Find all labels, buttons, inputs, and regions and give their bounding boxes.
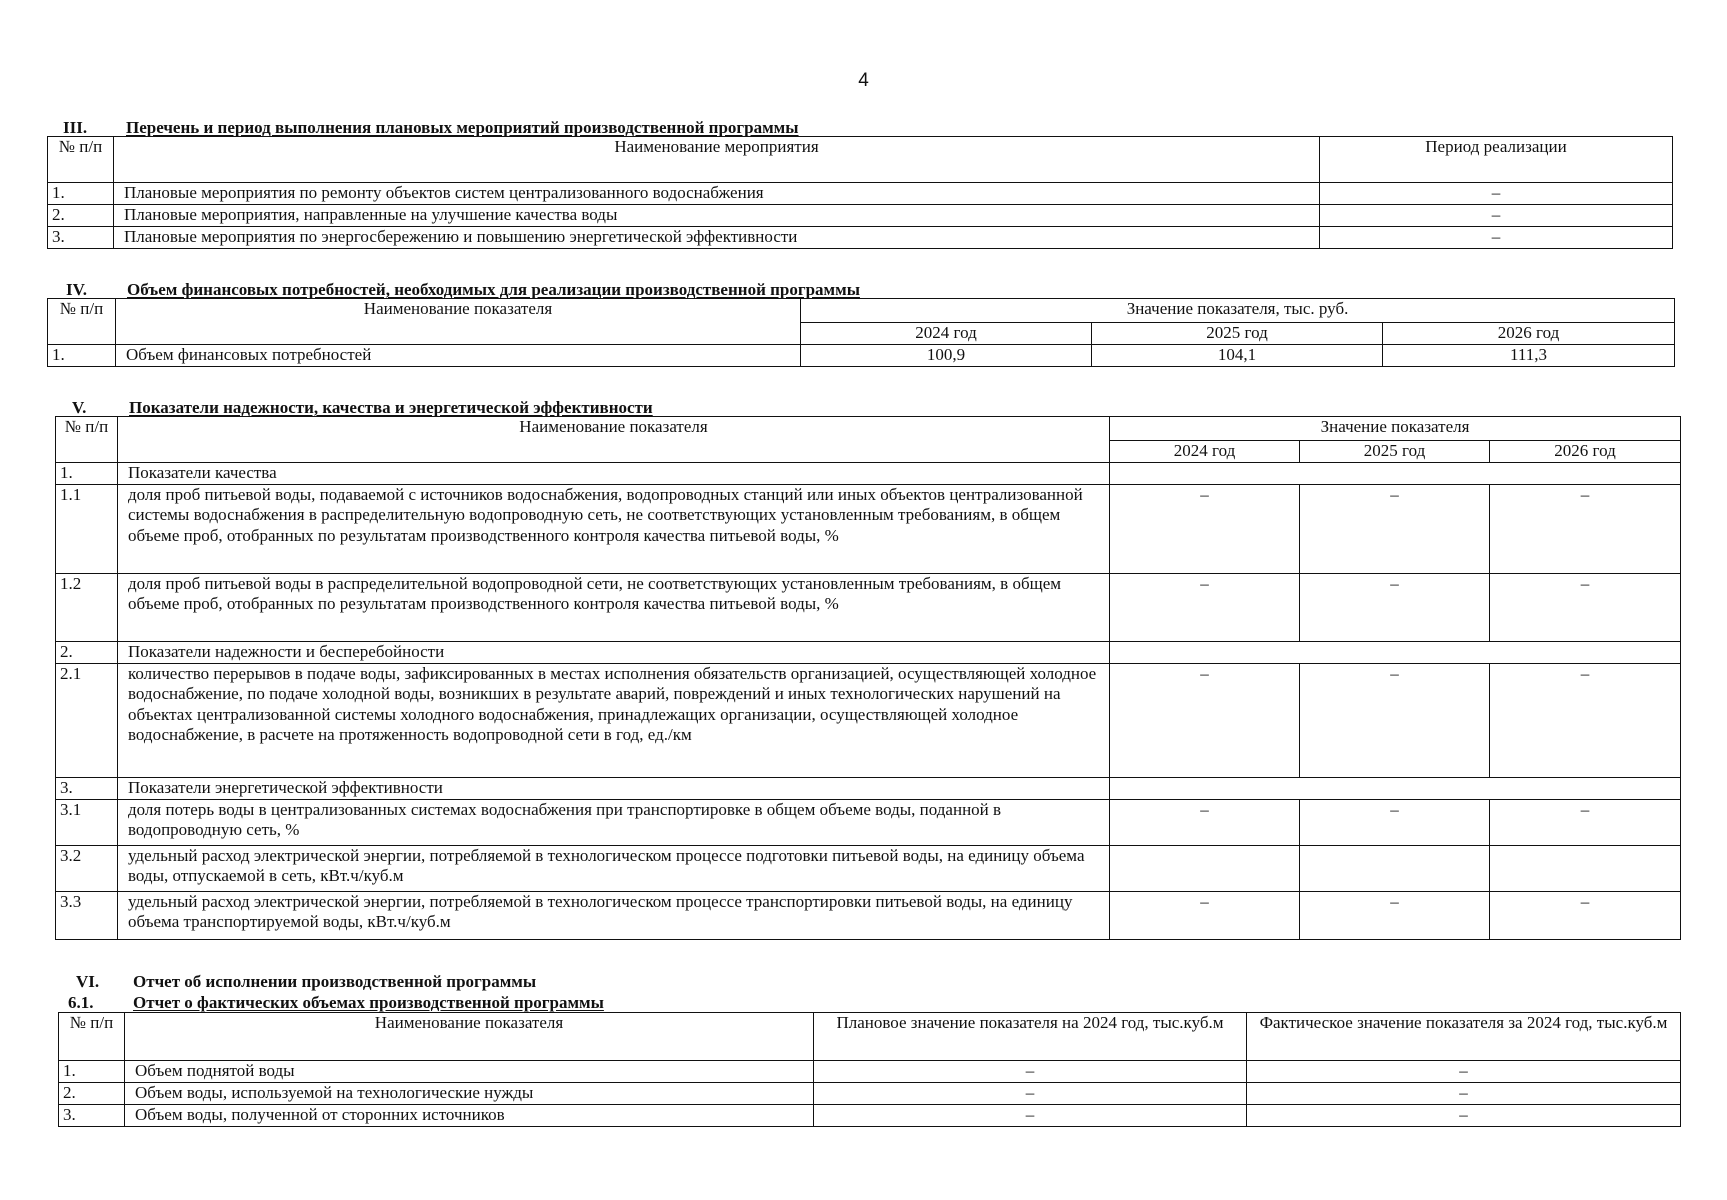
row-number: 3. (48, 227, 114, 249)
table-header-row (48, 137, 1673, 183)
table-row (56, 846, 1681, 892)
actual-value: – (1247, 1105, 1681, 1127)
row-name: Показатели энергетической эффективности (118, 778, 1110, 800)
row-name: Объем финансовых потребностей (116, 345, 801, 367)
col-header-year-2025: 2025 год (1300, 441, 1490, 463)
table-row (56, 485, 1681, 574)
table-header-row (56, 417, 1681, 441)
section-6-1-heading: Отчет о фактических объемах производственной программы (133, 993, 604, 1012)
value-2024: 100,9 (801, 345, 1092, 367)
indicators-table (55, 416, 1681, 940)
table-row (48, 205, 1673, 227)
row-number: 1.1 (56, 485, 118, 574)
row-name: количество перерывов в подаче воды, зафиксированных в местах исполнения обязательств организацией, осуществляющей холодное водоснабжение, по подаче холодной воды, возникших в результате аварий, повреждений и иных технологических нарушений на объектах централизованной системы холодного водоснабжения, принадлежащих организации, осуществляющей холодное водоснабжение, в расчете на протяженность водопроводной сети в год, ед./км (118, 664, 1110, 778)
row-number: 1. (56, 463, 118, 485)
table-header-row (59, 1013, 1681, 1061)
row-period: – (1320, 227, 1673, 249)
row-number: 3.1 (56, 800, 118, 846)
row-number: 3.2 (56, 846, 118, 892)
table-row (48, 183, 1673, 205)
value-2024: – (1110, 664, 1300, 778)
table-row (56, 574, 1681, 642)
section-6-1-title (68, 993, 604, 1013)
empty-value-cell (1110, 778, 1681, 800)
empty-value-cell (1110, 463, 1681, 485)
group-row (56, 778, 1681, 800)
section-4-number: IV. (66, 280, 87, 299)
row-number: 1. (59, 1061, 125, 1083)
table-row (48, 227, 1673, 249)
section-3-number: III. (63, 118, 88, 137)
value-2026: – (1490, 664, 1681, 778)
row-name: Плановые мероприятия по ремонту объектов систем централизованного водоснабжения (114, 183, 1320, 205)
table-row (59, 1083, 1681, 1105)
value-2024 (1110, 846, 1300, 892)
row-period: – (1320, 183, 1673, 205)
actual-volumes-table (58, 1012, 1681, 1127)
page-number: 4 (858, 70, 869, 91)
value-2025: – (1300, 664, 1490, 778)
col-header-value: Значение показателя (1110, 417, 1681, 441)
table-row (56, 800, 1681, 846)
col-header-number: № п/п (56, 417, 118, 463)
section-5-heading: Показатели надежности, качества и энергетической эффективности (129, 398, 653, 417)
row-name: Показатели качества (118, 463, 1110, 485)
value-2024: – (1110, 892, 1300, 940)
row-number: 3. (59, 1105, 125, 1127)
value-2025: – (1300, 892, 1490, 940)
row-name: доля проб питьевой воды в распределительной водопроводной сети, не соответствующих установленным требованиям, в общем объеме проб, отобранных по результатам производственного контроля качества питьевой воды, % (118, 574, 1110, 642)
value-2026 (1490, 846, 1681, 892)
value-2025: – (1300, 800, 1490, 846)
col-header-indicator-name: Наименование показателя (118, 417, 1110, 463)
table-row (48, 345, 1675, 367)
group-row (56, 463, 1681, 485)
row-name: удельный расход электрической энергии, потребляемой в технологическом процессе транспортировки питьевой воды, на единицу объема транспортируемой воды, кВт.ч/куб.м (118, 892, 1110, 940)
row-number: 1. (48, 345, 116, 367)
row-name: доля проб питьевой воды, подаваемой с источников водоснабжения, водопроводных станций или иных объектов централизованной системы водоснабжения в распределительную водопроводную сеть, не соответствующих установленным требованиям, в общем объеме проб, отобранных по результатам производственного контроля качества питьевой воды, % (118, 485, 1110, 574)
col-header-period: Период реализации (1320, 137, 1673, 183)
col-header-indicator-name: Наименование показателя (116, 299, 801, 345)
col-header-activity-name: Наименование мероприятия (114, 137, 1320, 183)
row-number: 1.2 (56, 574, 118, 642)
actual-value: – (1247, 1083, 1681, 1105)
table-row (56, 664, 1681, 778)
row-period: – (1320, 205, 1673, 227)
col-header-value: Значение показателя, тыс. руб. (801, 299, 1675, 323)
actual-value: – (1247, 1061, 1681, 1083)
col-header-year-2025: 2025 год (1092, 323, 1383, 345)
empty-value-cell (1110, 642, 1681, 664)
col-header-year-2024: 2024 год (1110, 441, 1300, 463)
col-header-number: № п/п (48, 137, 114, 183)
table-header-row (48, 299, 1675, 323)
value-2024: – (1110, 800, 1300, 846)
section-6-number: VI. (76, 972, 100, 991)
row-number: 3. (56, 778, 118, 800)
value-2024: – (1110, 574, 1300, 642)
row-number: 1. (48, 183, 114, 205)
row-number: 2. (59, 1083, 125, 1105)
value-2025 (1300, 846, 1490, 892)
section-3-heading: Перечень и период выполнения плановых мероприятий производственной программы (126, 118, 799, 137)
row-name: Объем воды, используемой на технологические нужды (125, 1083, 814, 1105)
value-2026: – (1490, 800, 1681, 846)
row-number: 2. (48, 205, 114, 227)
value-2026: – (1490, 892, 1681, 940)
planned-value: – (814, 1061, 1247, 1083)
section-6-title (76, 972, 536, 992)
value-2026: – (1490, 574, 1681, 642)
table-row (56, 892, 1681, 940)
row-name: Показатели надежности и бесперебойности (118, 642, 1110, 664)
col-header-year-2026: 2026 год (1490, 441, 1681, 463)
col-header-number: № п/п (48, 299, 116, 345)
financial-needs-table (47, 298, 1675, 367)
row-name: удельный расход электрической энергии, потребляемой в технологическом процессе подготовки питьевой воды, на единицу объема воды, отпускаемой в сеть, кВт.ч/куб.м (118, 846, 1110, 892)
planned-activities-table (47, 136, 1673, 249)
col-header-indicator-name: Наименование показателя (125, 1013, 814, 1061)
row-name: Объем воды, полученной от сторонних источников (125, 1105, 814, 1127)
row-number: 3.3 (56, 892, 118, 940)
section-6-1-number: 6.1. (68, 993, 94, 1012)
row-number: 2. (56, 642, 118, 664)
col-header-year-2024: 2024 год (801, 323, 1092, 345)
planned-value: – (814, 1083, 1247, 1105)
table-row (59, 1061, 1681, 1083)
row-number: 2.1 (56, 664, 118, 778)
col-header-planned-value: Плановое значение показателя на 2024 год, тыс.куб.м (814, 1013, 1247, 1061)
section-6-heading: Отчет об исполнении производственной программы (133, 972, 537, 991)
value-2024: – (1110, 485, 1300, 574)
table-row (59, 1105, 1681, 1127)
value-2025: – (1300, 574, 1490, 642)
value-2025: 104,1 (1092, 345, 1383, 367)
row-name: Плановые мероприятия, направленные на улучшение качества воды (114, 205, 1320, 227)
row-name: Объем поднятой воды (125, 1061, 814, 1083)
col-header-year-2026: 2026 год (1383, 323, 1675, 345)
row-name: доля потерь воды в централизованных системах водоснабжения при транспортировке в общем объеме воды, поданной в водопроводную сеть, % (118, 800, 1110, 846)
section-5-number: V. (72, 398, 87, 417)
col-header-actual-value: Фактическое значение показателя за 2024 год, тыс.куб.м (1247, 1013, 1681, 1061)
group-row (56, 642, 1681, 664)
section-4-heading: Объем финансовых потребностей, необходимых для реализации производственной программы (127, 280, 860, 299)
planned-value: – (814, 1105, 1247, 1127)
value-2025: – (1300, 485, 1490, 574)
value-2026: – (1490, 485, 1681, 574)
col-header-number: № п/п (59, 1013, 125, 1061)
value-2026: 111,3 (1383, 345, 1675, 367)
row-name: Плановые мероприятия по энергосбережению и повышению энергетической эффективности (114, 227, 1320, 249)
